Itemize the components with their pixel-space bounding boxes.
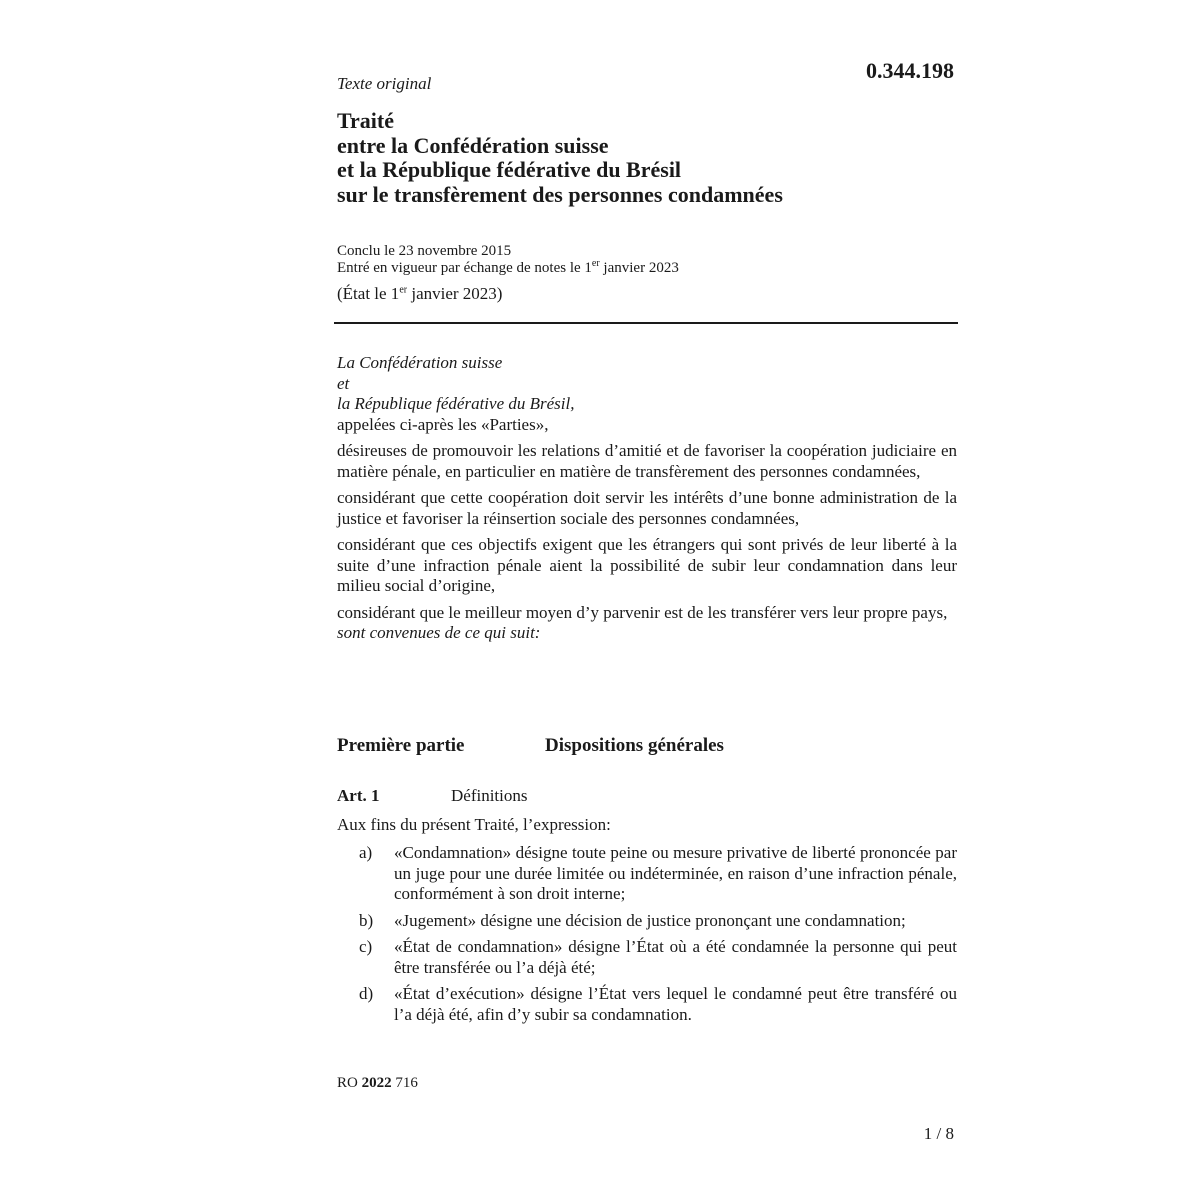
list-item-text: «État d’exécution» désigne l’État vers lequel le condamné peut être transféré ou l’a déjà été, afin d’y subir sa condamnation. <box>394 984 957 1024</box>
part-heading <box>337 735 957 757</box>
list-item-text: «Condamnation» désigne toute peine ou mesure privative de liberté prononcée par un juge pour une durée limitée ou indéterminée, en raison d’une infraction pénale, conformément à son droit interne; <box>394 843 957 903</box>
part-title: Dispositions générales <box>545 735 724 756</box>
entry-into-force-suffix: janvier 2023 <box>599 260 679 276</box>
preamble-consideration: considérant que ces objectifs exigent que les étrangers qui sont privés de leur liberté à la suite d’une infraction pénale aient la possibilité de subir leur condamnation dans leur milieu social d’origine, <box>337 535 957 595</box>
sr-number: 0.344.198 <box>866 58 954 83</box>
ro-year: 2022 <box>361 1075 392 1091</box>
separator-rule <box>334 322 958 324</box>
status-date <box>337 284 502 304</box>
status-suffix: janvier 2023) <box>407 284 503 303</box>
entry-into-force <box>337 260 679 277</box>
list-item <box>337 984 957 1025</box>
article-intro: Aux fins du présent Traité, l’expression: <box>337 815 611 834</box>
list-item-text: «Jugement» désigne une décision de justice prononçant une condamnation; <box>394 910 906 930</box>
title-line: Traité <box>337 108 395 133</box>
article-number: Art. 1 <box>337 786 380 805</box>
party-switzerland: La Confédération suisse <box>337 353 503 372</box>
list-item <box>337 843 957 905</box>
document-title <box>337 109 783 207</box>
parties-definition: appelées ci-après les «Parties», <box>337 414 549 434</box>
status-prefix: (État le 1 <box>337 284 400 303</box>
list-marker: d) <box>359 984 374 1003</box>
party-brazil: la République fédérative du Brésil, <box>337 394 575 413</box>
concluded-date: Conclu le 23 novembre 2015 <box>337 243 512 259</box>
preamble <box>337 353 957 644</box>
official-compilation-reference <box>337 1075 418 1092</box>
entry-into-force-prefix: Entré en vigueur par échange de notes le 1 <box>337 260 592 276</box>
part-label: Première partie <box>337 735 465 756</box>
ro-page: 716 <box>391 1075 418 1091</box>
preamble-consideration: désireuses de promouvoir les relations d’amitié et de favoriser la coopération judiciaire en matière pénale, en particulier en matière de transfèrement des personnes condamnées, <box>337 441 957 481</box>
list-marker: b) <box>359 910 374 930</box>
original-text-label: Texte original <box>337 74 432 93</box>
list-marker: c) <box>359 937 373 956</box>
list-item-text: «État de condamnation» désigne l’État où a été condamnée la personne qui peut être transférée ou l’a déjà été; <box>394 937 957 977</box>
article-title: Définitions <box>451 786 528 805</box>
page-number: 1 / 8 <box>923 1124 954 1143</box>
party-conjunction: et <box>337 373 350 393</box>
status-sup: er <box>399 284 408 296</box>
title-line: et la République fédérative du Brésil <box>337 157 682 182</box>
preamble-consideration: considérant que le meilleur moyen d’y parvenir est de les transférer vers leur propre pays, <box>337 602 948 622</box>
article-heading <box>337 786 957 806</box>
agreement-clause: sont convenues de ce qui suit: <box>337 623 541 642</box>
title-line: sur le transfèrement des personnes condamnées <box>337 181 783 207</box>
list-item <box>337 911 957 932</box>
ro-prefix: RO <box>337 1075 362 1091</box>
list-marker: a) <box>359 843 373 862</box>
preamble-consideration: considérant que cette coopération doit servir les intérêts d’une bonne administration de la justice et favoriser la réinsertion sociale des personnes condamnées, <box>337 488 957 528</box>
entry-into-force-sup: er <box>591 258 600 269</box>
list-item <box>337 937 957 978</box>
document-page <box>337 0 957 1200</box>
title-line: entre la Confédération suisse <box>337 132 609 158</box>
definitions-list <box>337 843 957 1031</box>
